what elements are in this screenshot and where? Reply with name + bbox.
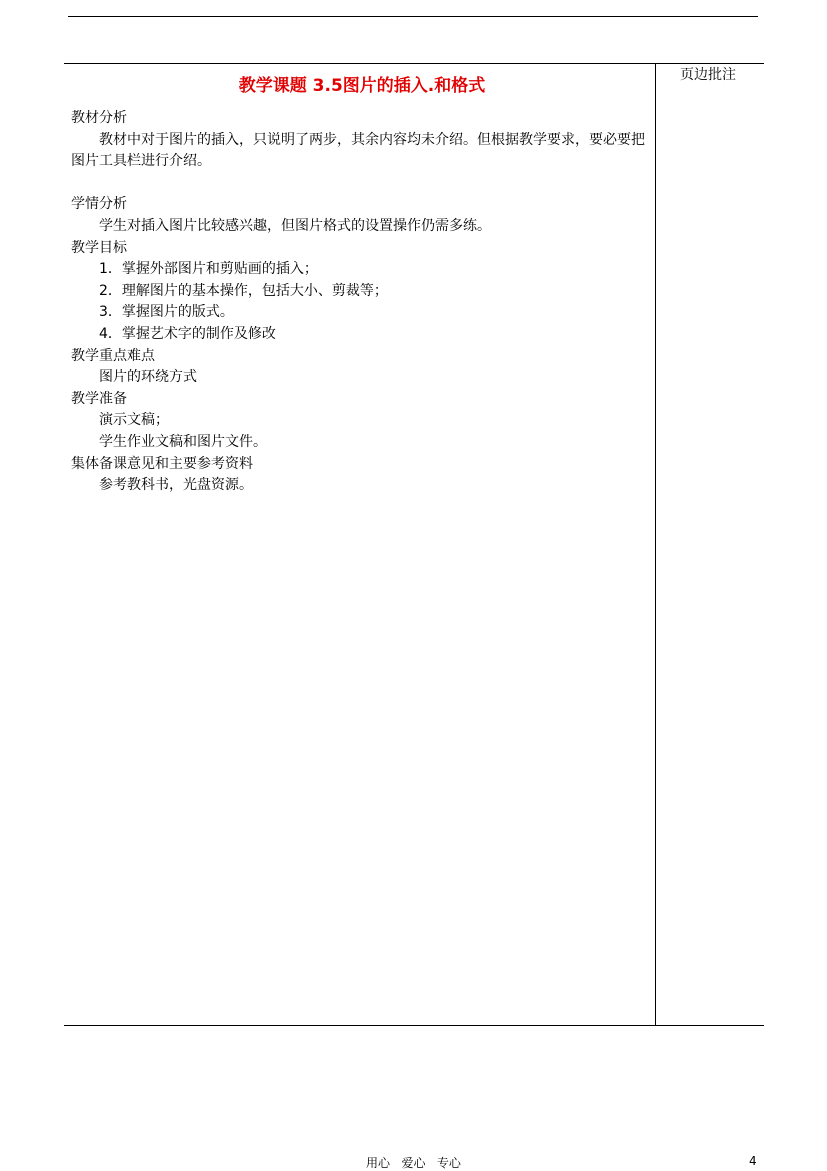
preparation-item: 演示文稿；: [99, 412, 169, 429]
preparation-item: 学生作业文稿和图片文件。: [99, 433, 267, 450]
analysis-text: 教材中对于图片的插入，只说明了两步，其余内容均未介绍。但根据教学要求，要必要把图片工具栏进行介绍。: [71, 131, 645, 170]
table-bottom-border: [64, 1025, 764, 1026]
analysis-heading: 教材分析: [71, 110, 127, 126]
situation-text: 学生对插入图片比较感兴趣，但图片格式的设置操作仍需多练。: [99, 217, 491, 234]
preparation-heading: 教学准备: [71, 390, 127, 407]
references-heading: 集体备课意见和主要参考资料: [71, 455, 253, 472]
key-points-heading: 教学重点难点: [71, 347, 155, 364]
goal-item: 2．理解图片的基本操作，包括大小、剪裁等；: [99, 282, 388, 299]
margin-notes-header: 页边批注: [680, 67, 736, 83]
goal-item: 3．掌握图片的版式。: [99, 304, 234, 321]
table-top-border: [64, 63, 764, 64]
header-rule: [68, 16, 758, 17]
references-text: 参考教科书，光盘资源。: [99, 477, 253, 494]
lesson-title: 教学课题 3.5图片的插入.和格式: [238, 76, 486, 96]
page-number: 4: [749, 1154, 757, 1168]
spacer: [71, 173, 651, 195]
goals-heading: 教学目标: [71, 239, 127, 256]
footer-motto: 用心 爱心 专心: [366, 1156, 461, 1170]
lesson-plan-content: [71, 74, 651, 497]
key-points-text: 图片的环绕方式: [99, 369, 197, 386]
goal-item: 4．掌握艺术字的制作及修改: [99, 325, 276, 342]
column-divider: [655, 63, 656, 1026]
situation-heading: 学情分析: [71, 196, 127, 213]
goal-item: 1．掌握外部图片和剪贴画的插入；: [99, 261, 318, 278]
